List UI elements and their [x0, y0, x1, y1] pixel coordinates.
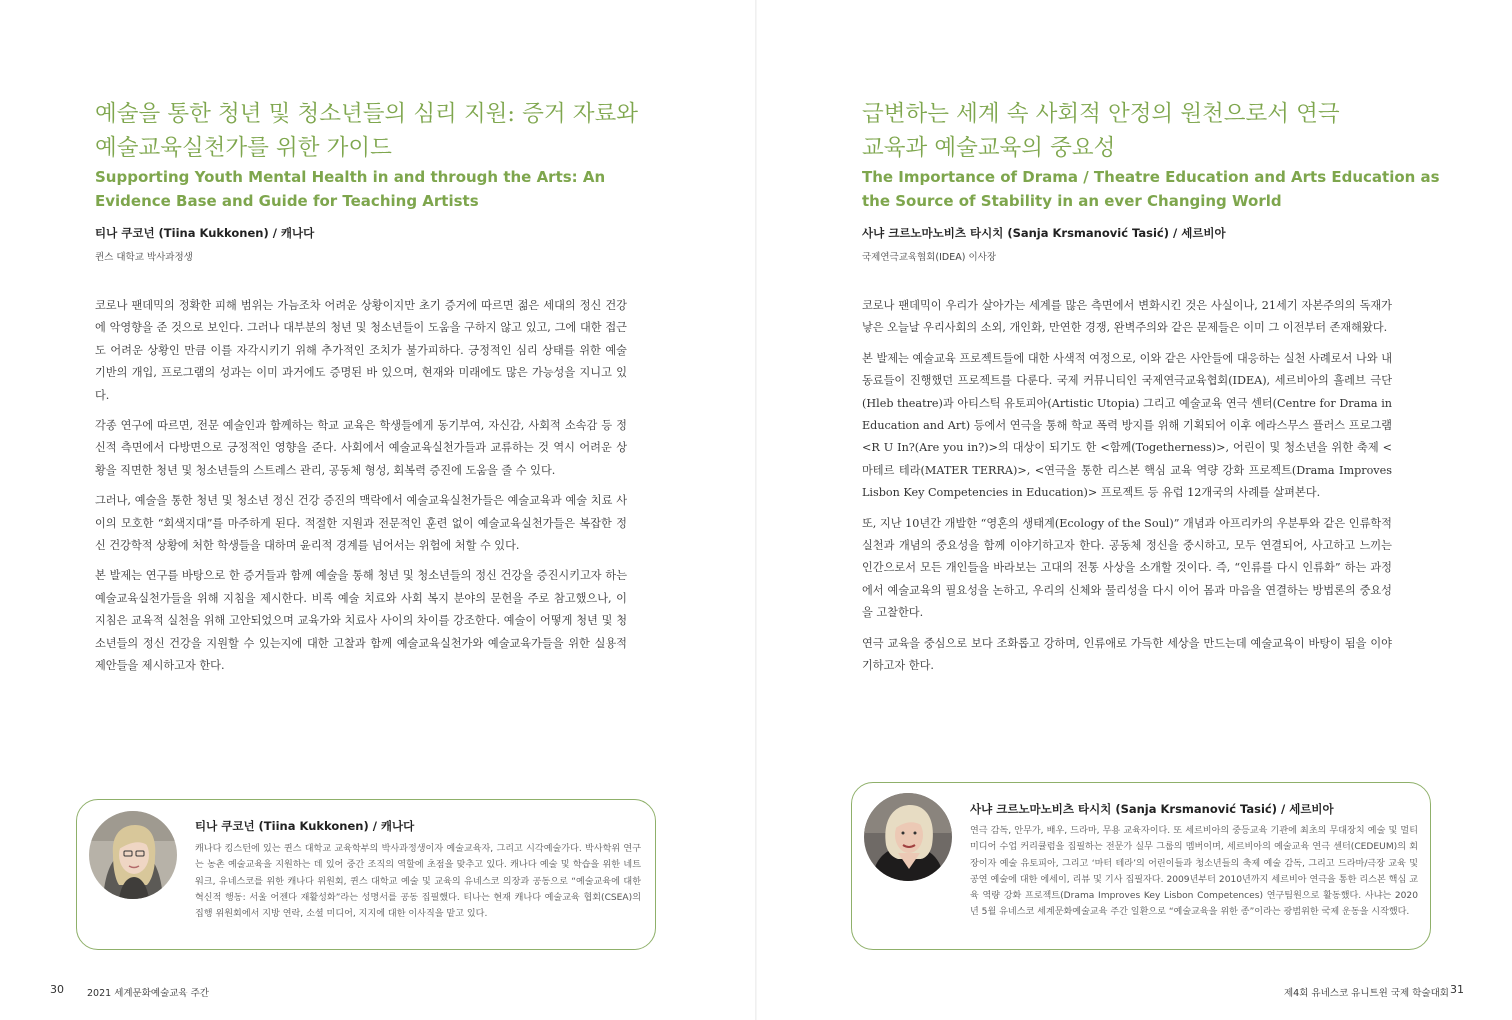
left-paragraph: 코로나 팬데믹의 정확한 피해 범위는 가늠조차 어려운 상황이지만 초기 증거에 따르면 젊은 세대의 정신 건강에 악영향을 준 것으로 보인다. 그러나 대부분의 청년 및 청소년들이 도움을 구하지 않고 있고, 그에 대한 접근도 어려운 상황인 만큼 이를 자각시키기 위해 추가적인 조치가 불가피하다. 긍정적인 심리 상태를 위한 예술 기반의 개입, 프로그램의 성과는 이미 과거에도 증명된 바 있으며, 현재와 미래에도 많은 가능성을 지니고 있다. [95, 299, 627, 402]
right-body [862, 295, 1392, 686]
right-paragraph: 연극 교육을 중심으로 보다 조화롭고 강하며, 인류애로 가득한 세상을 만드는데 예술교육이 바탕이 됨을 이야기하고자 한다. [862, 636, 1392, 673]
right-page-number: 31 [1450, 983, 1464, 996]
right-title-en [862, 165, 1492, 213]
right-title-en-line-1: The Importance of Drama / Theatre Education and Arts Education as [862, 168, 1440, 186]
right-bio-text: 연극 감독, 안무가, 배우, 드라마, 무용 교육자이다. 또 세르비아의 중등교육 기관에 최초의 무대장치 예술 및 멀티미디어 수업 커리큘럼을 집필하는 전문가 실무 그룹의 멤버이며, 세르비아의 예술교육 연극 센터(CEDEUM)의 회장이자 예술 유토피아, 그리고 ‘마터 테라’의 어린이들과 청소년들의 축제 예술 감독, 그리고 드라마/극장 교육 및 공연 예술에 대한 에세이, 리뷰 및 기사 집필자다. 2009년부터 2010년까지 세르비아 연극을 통한 리스본 핵심 교육 역량 강화 프로젝트(Drama Improves Key Lisbon Competences) 연구팀원으로 활동했다. 사냐는 2020년 5월 유네스코 세계문화예술교육 주간 일환으로 “예술교육을 위한 종”이라는 광범위한 국제 운동을 시작했다. [970, 826, 1418, 918]
left-author-photo [89, 811, 177, 899]
left-body [95, 295, 627, 686]
left-bio-text: 캐나다 킹스턴에 있는 퀸스 대학교 교육학부의 박사과정생이자 예술교육자, 그리고 시각예술가다. 박사학위 연구는 농촌 예술교육을 지원하는 데 있어 중간 조직의 역할에 초점을 맞추고 있다. 캐나다 예술 및 학습을 위한 네트워크, 유네스코를 위한 캐나다 위원회, 퀸스 대학교 예술 및 교육의 유네스코 의장과 공동으로 “예술교육에 대한 혁신적 행동: 서울 어젠다 재활성화”라는 성명서를 공동 집필했다. 티나는 현재 캐나다 예술교육 협회(CSEA)의 집행 위원회에서 지방 연락, 소셜 미디어, 지지에 대한 이사직을 맡고 있다. [195, 844, 641, 920]
left-title-ko [95, 97, 715, 165]
left-title-en-line-1: Supporting Youth Mental Health in and through the Arts: An [95, 168, 606, 186]
right-affiliation: 국제연극교육협회(IDEA) 이사장 [862, 252, 996, 263]
right-title-ko-line-2: 교육과 예술교육의 중요성 [862, 135, 1116, 161]
right-paragraph: 또, 지난 10년간 개발한 “영혼의 생태계(Ecology of the Soul)” 개념과 아프리카의 우분투와 같은 인류학적 실천과 개념의 중요성을 함께 이야기하고자 한다. 공동체 정신을 중시하고, 모두 연결되어, 사고하고 느끼는 인간으로서 모든 개인들을 바라보는 고대의 전통 사상을 소개할 것이다. 즉, “인류를 다시 인류화” 하는 과정에서 예술교육의 필요성을 논하고, 우리의 신체와 물리성을 다시 이어 몸과 마음을 연결하는 방법론의 중요성을 고찰한다. [862, 516, 1392, 620]
right-author-photo [864, 793, 952, 881]
right-title-ko-line-1: 급변하는 세계 속 사회적 안정의 원천으로서 연극 [862, 101, 1340, 127]
right-bio-box [851, 782, 1431, 950]
left-paragraph: 각종 연구에 따르면, 전문 예술인과 함께하는 학교 교육은 학생들에게 동기부여, 자신감, 사회적 소속감 등 정신적 측면에서 다방면으로 긍정적인 영향을 준다. 사회에서 예술교육실천가들과 교류하는 것 역시 어려운 상황을 직면한 청년 및 청소년들의 스트레스 관리, 공동체 형성, 회복력 증진에 도움을 줄 수 있다. [95, 419, 627, 477]
right-title-en-line-2: the Source of Stability in an ever Changing World [862, 192, 1282, 210]
left-bio-name: 티나 쿠코넌 (Tiina Kukkonen) / 캐나다 [195, 819, 415, 833]
left-title-en [95, 165, 715, 213]
left-page-number: 30 [50, 983, 64, 996]
right-author: 사냐 크르노마노비츠 타시치 (Sanja Krsmanović Tasić) / 세르비아 [862, 226, 1226, 240]
left-bio-box [76, 799, 656, 950]
left-paragraph: 본 발제는 연구를 바탕으로 한 증거들과 함께 예술을 통해 청년 및 청소년들의 정신 건강을 증진시키고자 하는 예술교육실천가들을 위해 지침을 제시한다. 비록 예술 치료와 사회 복지 분야의 문헌을 주로 참고했으나, 이 지침은 교육적 실천을 위해 고안되었으며 교육가와 치료사 사이의 차이를 강조한다. 예술이 어떻게 청년 및 청소년들의 정신 건강을 지원할 수 있는지에 대한 고찰과 함께 예술교육실천가와 예술교육가들을 위한 실용적 제안들을 제시하고자 한다. [95, 569, 627, 673]
left-author: 티나 쿠코넌 (Tiina Kukkonen) / 캐나다 [95, 226, 315, 240]
right-footer: 제4회 유네스코 유니트윈 국제 학술대회 [1284, 988, 1449, 999]
left-author-photo-image [89, 811, 177, 899]
right-page [756, 0, 1512, 1020]
left-title-en-line-2: Evidence Base and Guide for Teaching Artists [95, 192, 479, 210]
left-affiliation: 퀸스 대학교 박사과정생 [95, 252, 193, 263]
right-paragraph: 본 발제는 예술교육 프로젝트들에 대한 사색적 여정으로, 이와 같은 사안들에 대응하는 실천 사례로서 나와 내 동료들이 진행했던 프로젝트를 다룬다. 국제 커뮤니티인 국제연극교육협회(IDEA), 세르비아의 흘레브 극단(Hleb theatre)과 아티스틱 유토피아(Artistic Utopia) 그리고 예술교육 연극 센터(Centre for Drama in Education and Art) 등에서 연극을 통해 학교 폭력 방지를 위해 기획되어 이후 에라스무스 플러스 프로그램 <R U In?(Are you in?)>의 대상이 되기도 한 <함께(Togetherness)>, 어린이 및 청소년을 위한 축제 <마테르 테라(MATER TERRA)>, <연극을 통한 리스본 핵심 교육 역량 강화 프로젝트(Drama Improves Lisbon Key Competencies in Education)> 프로젝트 등 유럽 12개국의 사례를 살펴본다. [862, 351, 1392, 500]
left-paragraph: 그러나, 예술을 통한 청년 및 청소년 정신 건강 증진의 맥락에서 예술교육실천가들은 예술교육과 예술 치료 사이의 모호한 “회색지대”를 마주하게 된다. 적절한 지원과 전문적인 훈련 없이 예술교육실천가들은 복잡한 정신 건강학적 상황에 처한 학생들을 대하며 윤리적 경계를 넘어서는 위험에 처할 수 있다. [95, 494, 627, 553]
right-bio-name: 사냐 크르노마노비츠 타시치 (Sanja Krsmanović Tasić) / 세르비아 [970, 802, 1334, 816]
right-title-ko [862, 97, 1482, 165]
left-title-ko-line-1: 예술을 통한 청년 및 청소년들의 심리 지원: 증거 자료와 [95, 101, 638, 127]
left-footer: 2021 세계문화예술교육 주간 [87, 988, 209, 999]
right-author-photo-image [864, 793, 952, 881]
right-paragraph: 코로나 팬데믹이 우리가 살아가는 세계를 많은 측면에서 변화시킨 것은 사실이나, 21세기 자본주의의 독재가 낳은 오늘날 우리사회의 소외, 개인화, 만연한 경쟁, 완벽주의와 같은 문제들은 이미 그 이전부터 존재해왔다. [862, 299, 1392, 335]
left-title-ko-line-2: 예술교육실천가를 위한 가이드 [95, 135, 392, 161]
